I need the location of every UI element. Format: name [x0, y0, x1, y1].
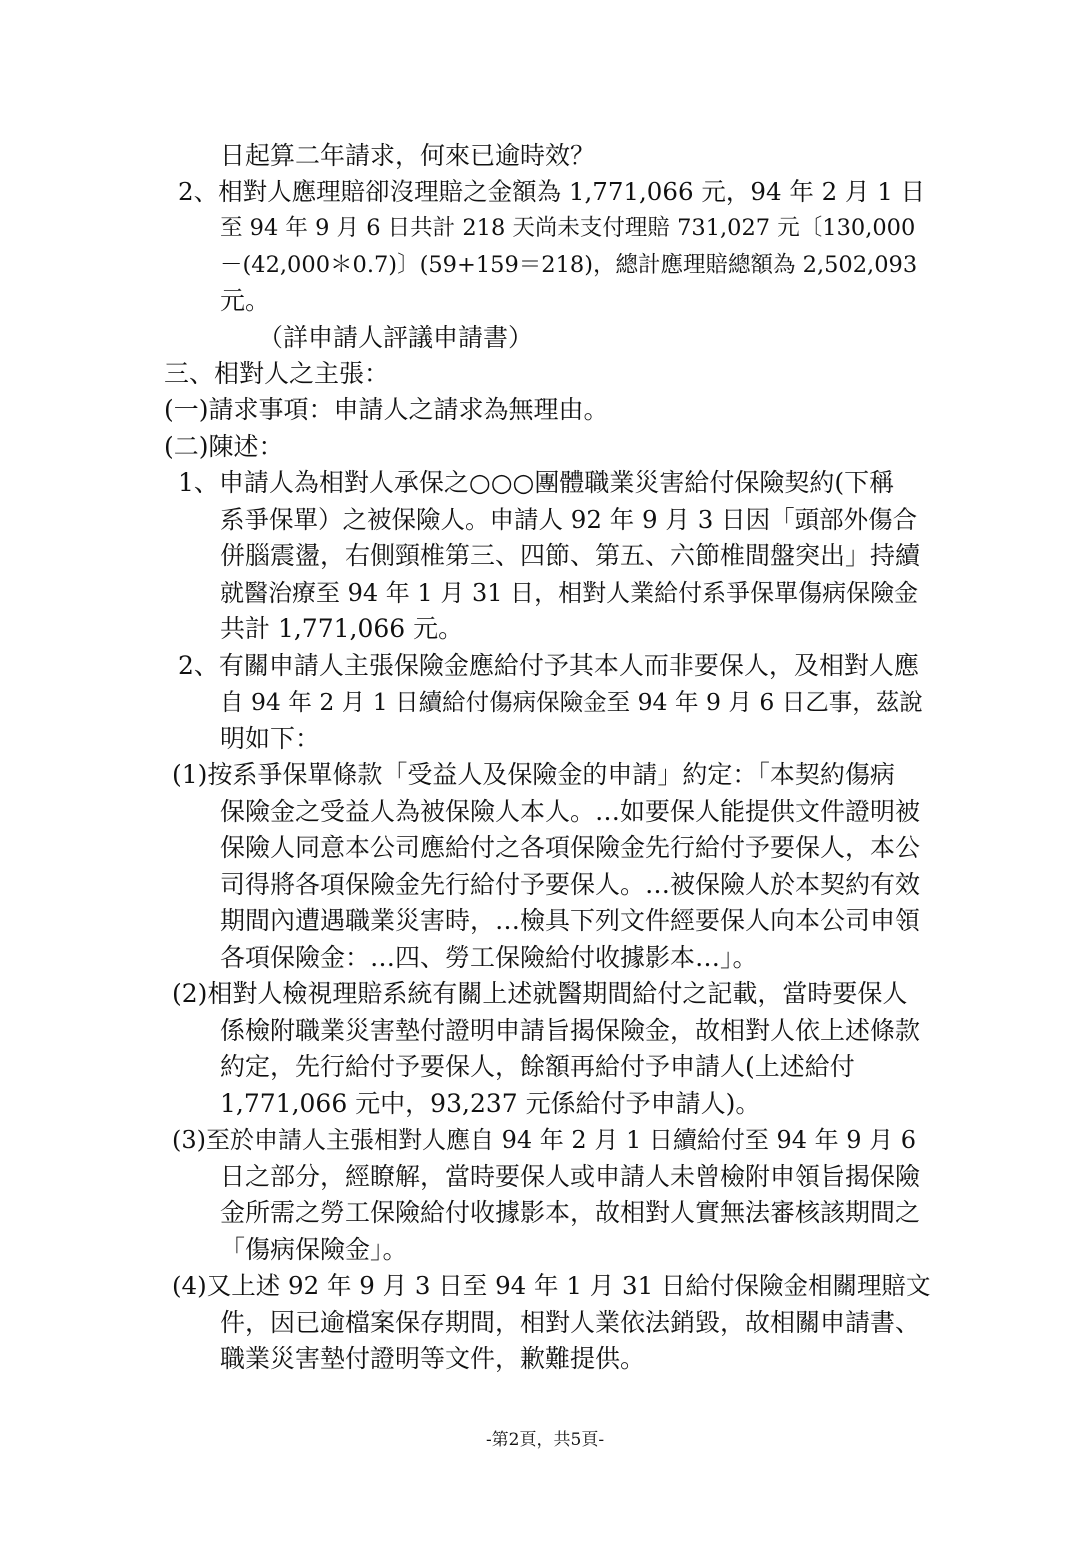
- text-line: 共計 1,771,066 元。: [220, 614, 464, 643]
- text-line: 「傷病保險金」。: [220, 1235, 408, 1264]
- text-line: 日起算二年請求，何來已逾時效？: [220, 141, 596, 170]
- text-line: (1)按系爭保單條款「受益人及保險金的申請」約定：「本契約傷病: [172, 760, 895, 789]
- text-line: 約定，先行給付予要保人，餘額再給付予申請人(上述給付: [220, 1052, 855, 1081]
- text-line: 1,771,066 元中，93,237 元係給付予申請人)。: [220, 1089, 761, 1118]
- text-line: (3)至於申請人主張相對人應自 94 年 2 月 1 日續給付至 94 年 9 月 6: [172, 1126, 917, 1154]
- text-line: 各項保險金：…四、勞工保險給付收據影本…」。: [220, 943, 758, 972]
- text-line: 就醫治療至 94 年 1 月 31 日，相對人業給付系爭保單傷病保險金: [220, 579, 919, 607]
- text-line: 日之部分，經瞭解，當時要保人或申請人未曾檢附申領旨揭保險: [220, 1162, 921, 1191]
- text-line: 自 94 年 2 月 1 日續給付傷病保險金至 94 年 9 月 6 日乙事，茲說: [220, 688, 923, 716]
- text-line: 保險金之受益人為被保險人本人。…如要保人能提供文件證明被: [220, 797, 921, 826]
- text-line: 1、申請人為相對人承保之○○○團體職業災害給付保險契約(下稱: [178, 468, 895, 497]
- text-line: 司得將各項保險金先行給付予要保人。…被保險人於本契約有效: [220, 870, 921, 899]
- text-line: 2、相對人應理賠卻沒理賠之金額為 1,771,066 元，94 年 2 月 1 日: [178, 177, 926, 206]
- text-line: 併腦震盪，右側頸椎第三、四節、第五、六節椎間盤突出」持續: [220, 541, 921, 570]
- text-line: －(42,000＊0.7)〕(59+159＝218)，總計應理賠總額為 2,502,093: [220, 252, 918, 278]
- text-line: 元。: [220, 286, 271, 315]
- text-line: 2、有關申請人主張保險金應給付予其本人而非要保人，及相對人應: [178, 651, 919, 680]
- text-line: 保險人同意本公司應給付之各項保險金先行給付予要保人，本公: [220, 833, 921, 862]
- text-line: (4)又上述 92 年 9 月 3 日至 94 年 1 月 31 日給付保險金相關理賠文: [172, 1271, 931, 1300]
- text-line: 至 94 年 9 月 6 日共計 218 天尚未支付理賠 731,027 元〔130,000: [220, 215, 916, 241]
- text-line: 金所需之勞工保險給付收據影本，故相對人實無法審核該期間之: [220, 1198, 921, 1227]
- text-line: 系爭保單）之被保險人。申請人 92 年 9 月 3 日因「頭部外傷合: [220, 505, 918, 534]
- section-heading: 三、相對人之主張：: [164, 359, 390, 388]
- text-line: 件，因已逾檔案保存期間，相對人業依法銷毀，故相關申請書、: [220, 1308, 921, 1337]
- page-number: -第2頁，共5頁-: [485, 1430, 605, 1450]
- text-line: (二)陳述：: [164, 432, 284, 461]
- text-line: （詳申請人評議申請書）: [258, 323, 534, 352]
- text-line: 職業災害墊付證明等文件，歉難提供。: [220, 1344, 646, 1373]
- text-line: (2)相對人檢視理賠系統有關上述就醫期間給付之記載，當時要保人: [172, 979, 908, 1008]
- text-line: 明如下：: [220, 724, 321, 753]
- text-line: 係檢附職業災害墊付證明申請旨揭保險金，故相對人依上述條款: [220, 1016, 921, 1045]
- text-line: (一)請求事項：申請人之請求為無理由。: [164, 395, 609, 424]
- text-line: 期間內遭遇職業災害時，…檢具下列文件經要保人向本公司申領: [220, 906, 921, 935]
